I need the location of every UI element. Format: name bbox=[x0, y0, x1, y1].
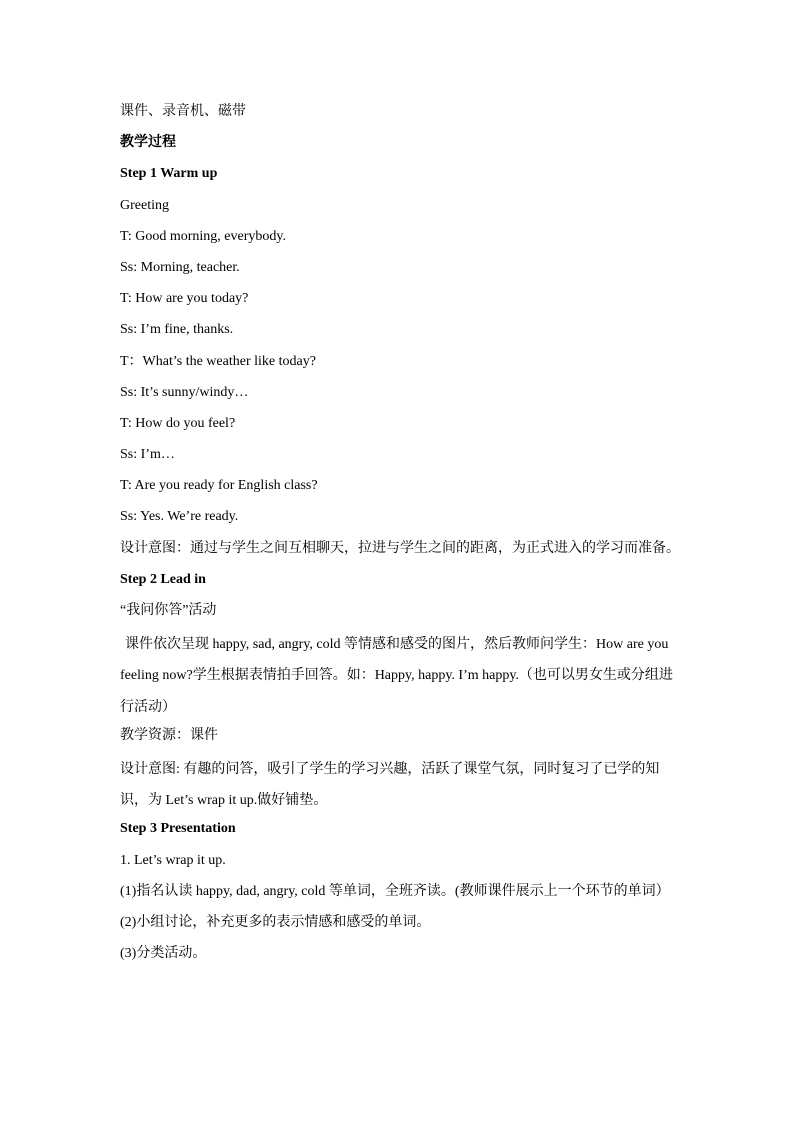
dialogue-line: T: How do you feel? bbox=[120, 415, 236, 431]
step2-heading: Step 2 Lead in bbox=[120, 571, 206, 587]
dialogue-line: T: How are you today? bbox=[120, 291, 249, 307]
step2-resources: 教学资源：课件 bbox=[120, 727, 218, 743]
dialogue-line: Ss: Yes. We’re ready. bbox=[120, 509, 239, 525]
step2-description: 课件依次呈现 happy, sad, angry, cold 等情感和感受的图片，然后教师问学生：How are you feeling now?学生根据表情拍手回答。如：Happy, happy. I’m happy.（也可以男女生或分组进行活动） bbox=[120, 637, 673, 715]
document-body bbox=[120, 99, 680, 972]
dialogue-line: Ss: It’s sunny/windy… bbox=[120, 384, 249, 400]
step3-heading: Step 3 Presentation bbox=[120, 821, 236, 837]
step2-design-intent: 设计意图: 有趣的问答，吸引了学生的学习兴趣，活跃了课堂气氛，同时复习了已学的知识，为 Let’s wrap it up.做好铺垫。 bbox=[120, 761, 660, 809]
dialogue-line: T: Are you ready for English class? bbox=[120, 478, 318, 494]
step1-subheading: Greeting bbox=[120, 197, 169, 213]
section-title: 教学过程 bbox=[120, 135, 176, 151]
step2-activity: “我问你答”活动 bbox=[120, 603, 217, 618]
step3-sub1: (1)指名认读 happy, dad, angry, cold 等单词，全班齐读。(教师课件展示上一个环节的单词） bbox=[120, 883, 670, 899]
step3-item1: 1. Let’s wrap it up. bbox=[120, 852, 226, 868]
step3-sub3: (3)分类活动。 bbox=[120, 946, 207, 962]
dialogue-line: Ss: I’m fine, thanks. bbox=[120, 322, 234, 338]
step3-sub2: (2)小组讨论，补充更多的表示情感和感受的单词。 bbox=[120, 914, 431, 930]
dialogue-line: Ss: I’m… bbox=[120, 447, 175, 463]
materials-line: 课件、录音机、磁带 bbox=[120, 104, 246, 119]
step1-heading: Step 1 Warm up bbox=[120, 166, 218, 182]
dialogue-line: Ss: Morning, teacher. bbox=[120, 259, 240, 275]
dialogue-line: T: Good morning, everybody. bbox=[120, 228, 286, 244]
step1-design-intent: 设计意图：通过与学生之间互相聊天，拉进与学生之间的距离，为正式进入的学习而准备。 bbox=[120, 540, 680, 556]
dialogue-line: T：What’s the weather like today? bbox=[120, 353, 316, 369]
